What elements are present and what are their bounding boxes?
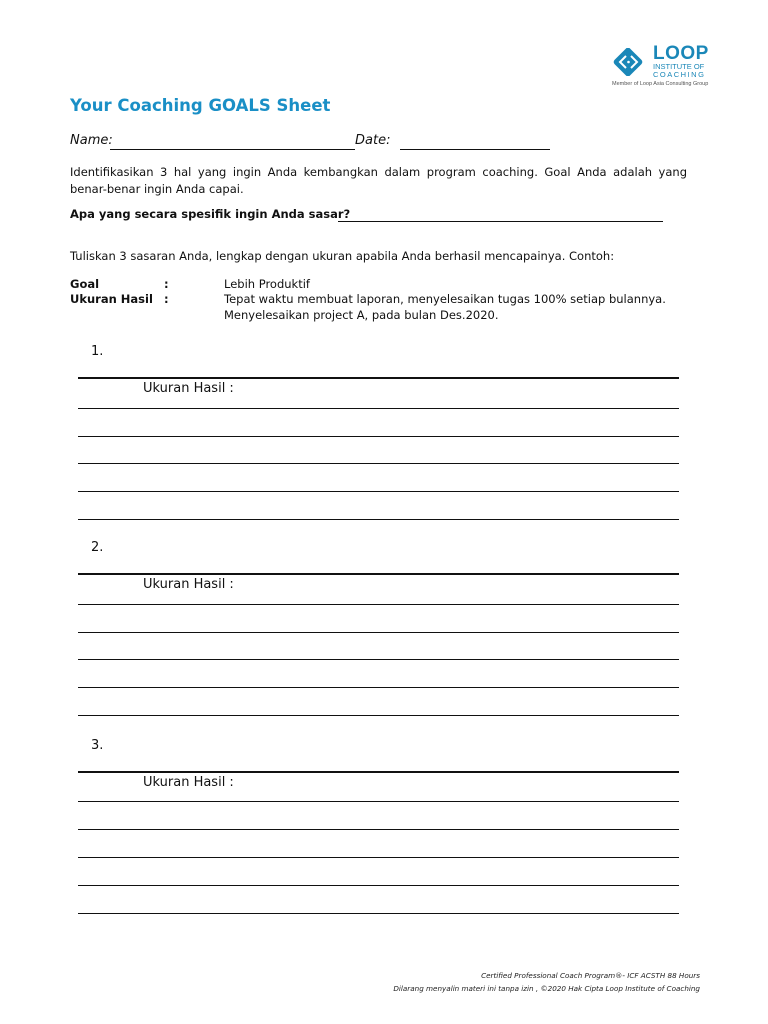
example-measure-colon: : [164,292,169,306]
measure-line[interactable] [78,463,679,464]
example-goal-value: Lebih Produktif [224,277,310,291]
measure-line[interactable] [78,829,679,830]
date-field[interactable] [400,149,550,150]
instruction-paragraph: Tuliskan 3 sasaran Anda, lengkap dengan ukuran apabila Anda berhasil mencapainya. Contoh: [70,249,615,263]
goal-entry-line[interactable] [78,771,679,773]
measure-line[interactable] [78,632,679,633]
loop-logo-icon [611,48,649,76]
measure-line[interactable] [78,687,679,688]
goal-number: 2. [91,540,104,555]
page-title: Your Coaching GOALS Sheet [70,96,331,115]
measure-label: Ukuran Hasil : [143,775,234,790]
goal-number: 1. [91,344,104,359]
logo-member-text: Member of Loop Asia Consulting Group [612,81,709,87]
example-measure-value-2: Menyelesaikan project A, pada bulan Des.2020. [224,308,499,322]
logo-wordmark: LOOP [653,43,709,64]
measure-line[interactable] [78,408,679,409]
measure-label: Ukuran Hasil : [143,577,234,592]
measure-line[interactable] [78,913,679,914]
footer-program: Certified Professional Coach Program®- ICF ACSTH 88 Hours [481,971,700,980]
measure-line[interactable] [78,491,679,492]
target-answer-line[interactable] [338,221,663,222]
measure-line[interactable] [78,604,679,605]
measure-line[interactable] [78,436,679,437]
example-goal-colon: : [164,277,169,291]
goal-number: 3. [91,738,104,753]
measure-label: Ukuran Hasil : [143,381,234,396]
measure-line[interactable] [78,885,679,886]
logo-subtitle-1: INSTITUTE OF [653,62,705,71]
target-question: Apa yang secara spesifik ingin Anda sasar? [70,207,351,221]
measure-line[interactable] [78,715,679,716]
example-measure-key: Ukuran Hasil [70,292,153,306]
measure-line[interactable] [78,857,679,858]
measure-line[interactable] [78,801,679,802]
loop-logo [611,43,709,90]
name-field[interactable] [110,149,355,150]
measure-line[interactable] [78,659,679,660]
intro-paragraph: Identifikasikan 3 hal yang ingin Anda kembangkan dalam program coaching. Goal Anda adalah yang benar-benar ingin Anda capai. [70,165,687,196]
goal-block-1 [78,344,679,522]
goal-block-2 [78,540,679,718]
name-label: Name: [70,133,113,148]
date-label: Date: [355,133,391,148]
goal-entry-line[interactable] [78,377,679,379]
example-measure-value-1: Tepat waktu membuat laporan, menyelesaikan tugas 100% setiap bulannya. [224,292,666,306]
logo-subtitle-2: COACHING [653,70,706,79]
example-goal-key: Goal [70,277,100,291]
measure-line[interactable] [78,519,679,520]
goal-entry-line[interactable] [78,573,679,575]
goal-block-3 [78,738,679,916]
footer-copyright: Dilarang menyalin materi ini tanpa izin , ©2020 Hak Cipta Loop Institute of Coaching [393,984,700,993]
